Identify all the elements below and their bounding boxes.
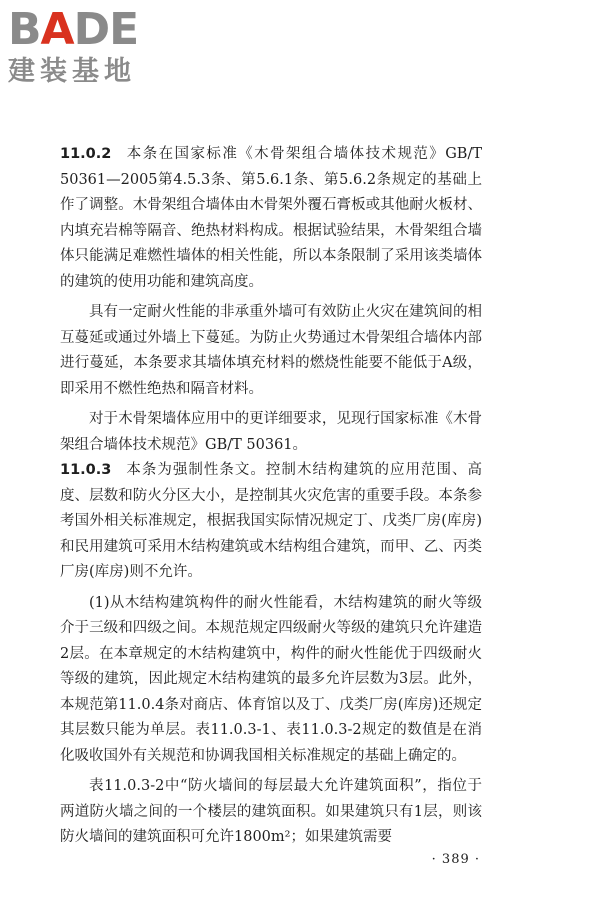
paragraph-text: 本条在国家标准《木骨架组合墙体技术规范》GB/T 50361—2005第4.5.3条、第5.6.1条、第5.6.2条规定的基础上作了调整。木骨架组合墙体由木骨架外覆石膏板或其他耐火板材、内填充岩棉等隔音、绝热材料构成。根据试验结果，木骨架组合墙体只能满足难燃性墙体的相关性能，所以本条限制了采用该类墙体的建筑的使用功能和建筑高度。 — [60, 146, 482, 290]
paragraph — [60, 591, 482, 770]
paragraph — [60, 300, 482, 402]
paragraph — [60, 774, 482, 851]
paragraph-text: (1)从木结构建筑构件的耐火性能看，木结构建筑的耐火等级介于三级和四级之间。本规范规定四级耐火等级的建筑只允许建造2层。在本章规定的木结构建筑中，构件的耐火性能优于四级耐火等级的建筑，因此规定木结构建筑的最多允许层数为3层。此外，本规范第11.0.4条对商店、体育馆以及丁、戊类厂房(库房)还规定其层数只能为单层。表11.0.3-1、表11.0.3-2规定的数值是在消化吸收国外有关规范和协调我国相关标准规定的基础上确定的。 — [60, 594, 482, 764]
clause-number: 11.0.3 — [60, 462, 112, 478]
logo — [8, 6, 178, 88]
page-number: · 389 · — [431, 852, 480, 867]
clause-number: 11.0.2 — [60, 146, 112, 162]
paragraph-text: 表11.0.3-2中“防火墙间的每层最大允许建筑面积”，指位于两道防火墙之间的一个楼层的建筑面积。如果建筑只有1层，则该防火墙间的建筑面积可允许1800m²；如果建筑需要 — [60, 778, 482, 845]
paragraph-text: 对于木骨架墙体应用中的更详细要求，见现行国家标准《木骨架组合墙体技术规范》GB/T 50361。 — [60, 411, 482, 453]
logo-letter-b: B — [8, 4, 41, 55]
paragraph — [60, 407, 482, 458]
paragraph-text: 具有一定耐火性能的非承重外墙可有效防止火灾在建筑间的相互蔓延或通过外墙上下蔓延。为防止火势通过木骨架组合墙体内部进行蔓延，本条要求其墙体填充材料的燃烧性能要不能低于A级，即采用不燃性绝热和隔音材料。 — [60, 304, 482, 397]
clause-11-0-3 — [60, 458, 482, 586]
paragraph-text: 本条为强制性条文。控制木结构建筑的应用范围、高度、层数和防火分区大小，是控制其火灾危害的重要手段。本条参考国外相关标准规定，根据我国实际情况规定丁、戊类厂房(库房)和民用建筑可采用木结构建筑或木结构组合建筑，而甲、乙、丙类厂房(库房)则不允许。 — [60, 462, 482, 580]
clause-11-0-2 — [60, 142, 482, 295]
logo-subtitle: 建装基地 — [8, 56, 136, 87]
document-body — [60, 142, 482, 851]
logo-letter-a: A — [40, 4, 74, 55]
logo-letters-de: DE — [73, 4, 139, 55]
logo-wordmark — [8, 6, 178, 54]
